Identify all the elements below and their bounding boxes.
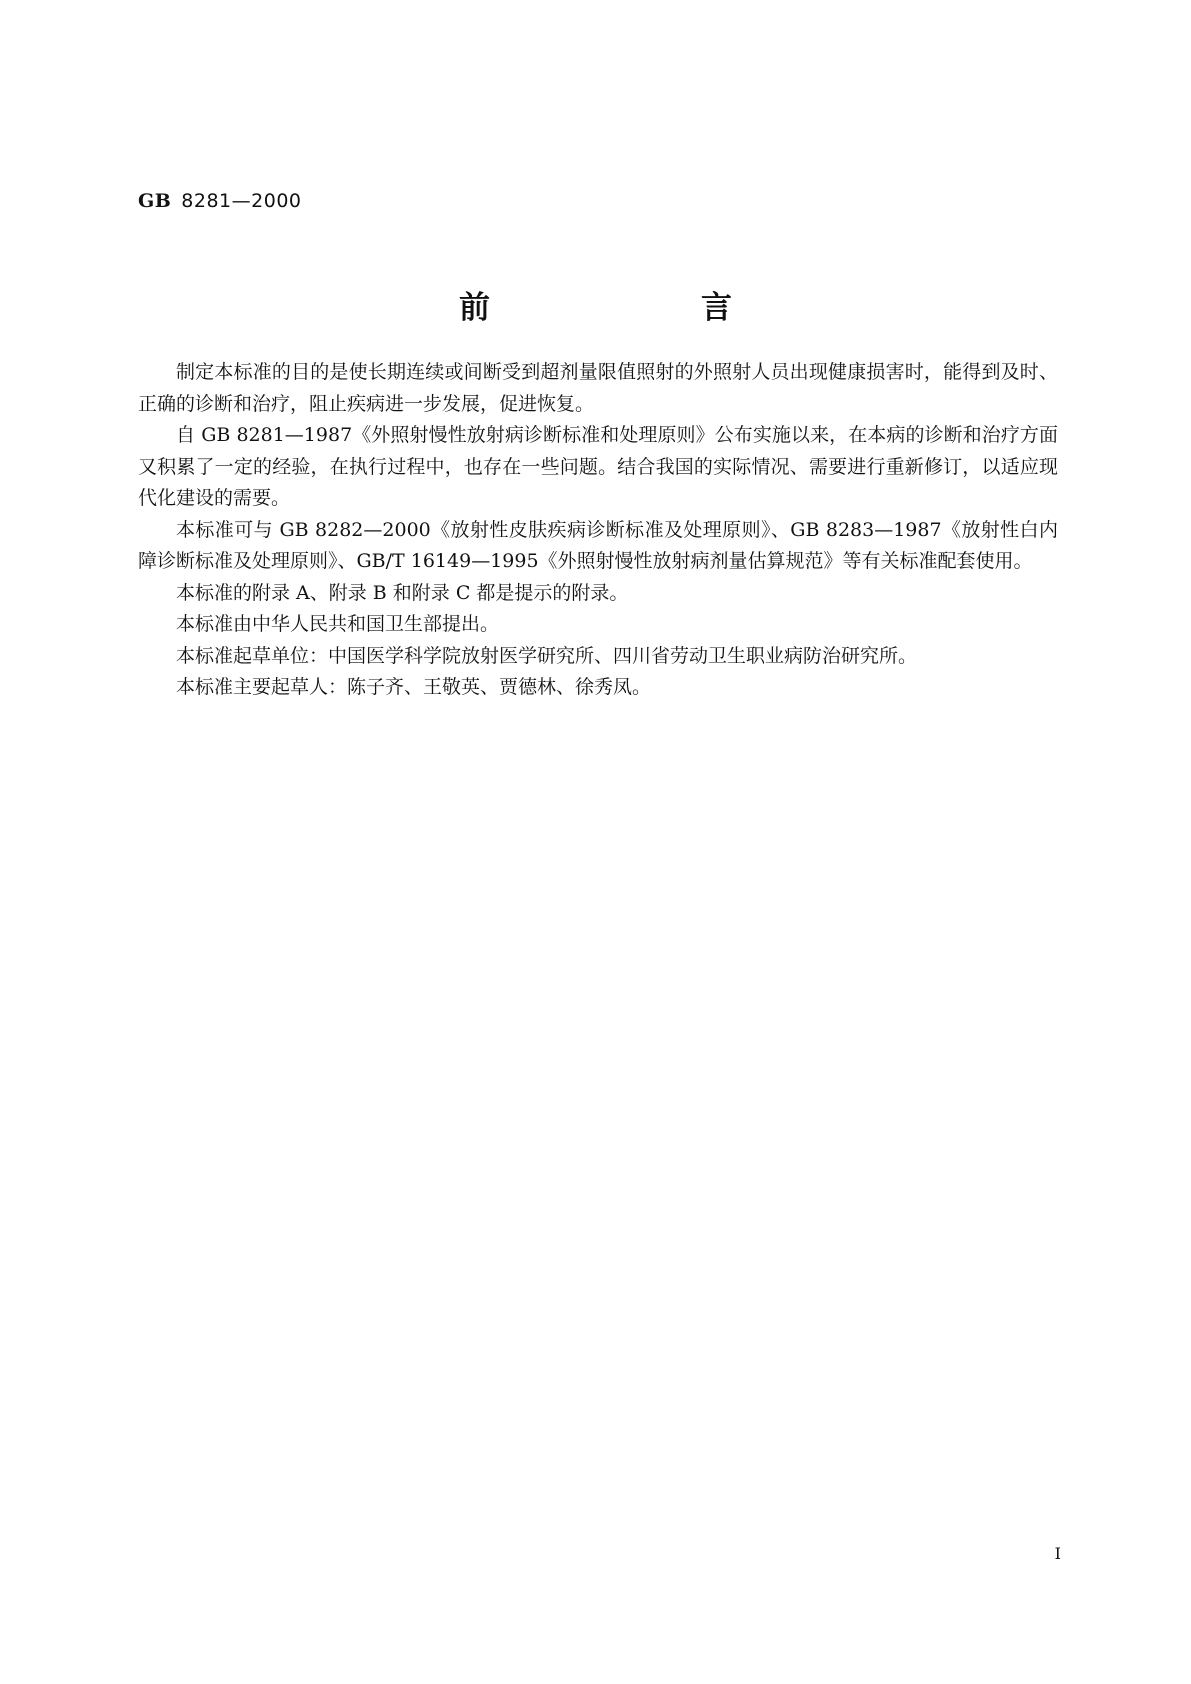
page-number: I bbox=[1054, 1544, 1061, 1563]
document-body bbox=[138, 357, 1058, 704]
paragraph-drafting-units: 本标准起草单位：中国医学科学院放射医学研究所、四川省劳动卫生职业病防治研究所。 bbox=[176, 644, 918, 667]
paragraph-appendices: 本标准的附录 A、附录 B 和附录 C 都是提示的附录。 bbox=[176, 581, 629, 604]
paragraph-proposer: 本标准由中华人民共和国卫生部提出。 bbox=[176, 613, 500, 635]
paragraph-drafters: 本标准主要起草人：陈子齐、王敬英、贾德林、徐秀凤。 bbox=[176, 676, 652, 698]
standard-number: 8281—2000 bbox=[181, 190, 302, 212]
paragraph-related-standards: 本标准可与 GB 8282—2000《放射性皮肤疾病诊断标准及处理原则》、GB 8283—1987《放射性白内障诊断标准及处理原则》、GB/T 16149—1995《外照射慢性放射病剂量估算规范》等有关标准配套使用。 bbox=[138, 518, 1058, 572]
paragraph-history: 自 GB 8281—1987《外照射慢性放射病诊断标准和处理原则》公布实施以来，在本病的诊断和治疗方面又积累了一定的经验，在执行过程中，也存在一些问题。结合我国的实际情况、需要进行重新修订，以适应现代化建设的需要。 bbox=[138, 424, 1058, 509]
paragraph-purpose: 制定本标准的目的是使长期连续或间断受到超剂量限值照射的外照射人员出现健康损害时，能得到及时、正确的诊断和治疗，阻止疾病进一步发展，促进恢复。 bbox=[138, 361, 1058, 415]
page-title: 前 言 bbox=[459, 290, 822, 326]
standard-prefix: GB bbox=[138, 190, 172, 212]
standard-code bbox=[138, 190, 302, 212]
